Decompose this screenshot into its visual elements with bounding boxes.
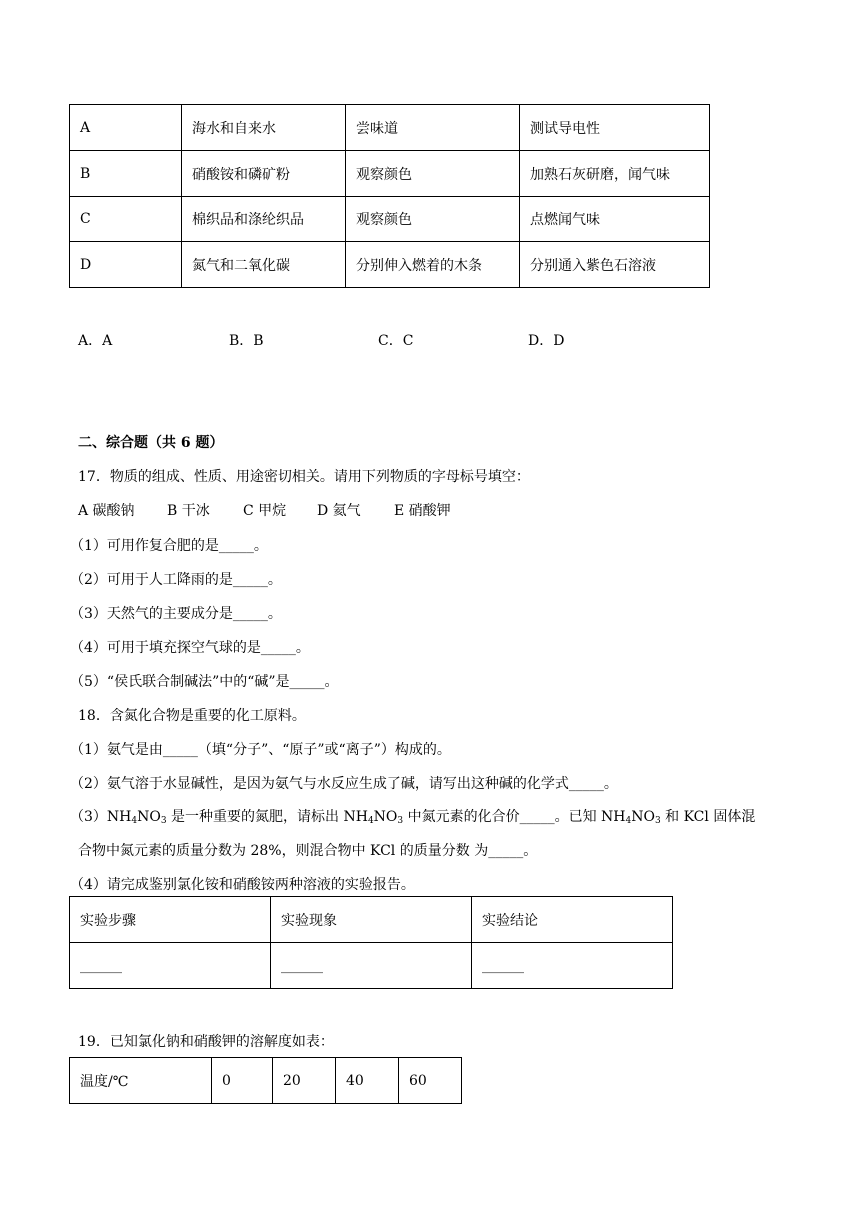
- q17-choice: B 干冰: [167, 503, 210, 519]
- comparison-table: [69, 104, 710, 288]
- q17-choice: E 硝酸钾: [394, 503, 451, 519]
- table-cell: 分别通入紫色石溶液: [520, 242, 710, 288]
- solubility-table: [69, 1057, 462, 1104]
- option-a: A．A: [78, 333, 113, 349]
- table-row: [70, 197, 710, 242]
- q18-item4: （4）请完成鉴别氯化铵和硝酸铵两种溶液的实验报告。: [70, 877, 415, 893]
- table-row: [70, 1058, 462, 1104]
- table-cell: 分别伸入燃着的木条: [346, 242, 520, 288]
- table-row: [70, 897, 673, 943]
- table-cell: 氮气和二氧化碳: [182, 242, 346, 288]
- table-cell: 温度/℃: [70, 1058, 212, 1104]
- table-cell: B: [70, 151, 182, 197]
- table-cell: 20: [273, 1058, 336, 1104]
- table-cell: 棉织品和涤纶织品: [182, 197, 346, 242]
- q18-stem: 18．含氮化合物是重要的化工原料。: [78, 708, 306, 724]
- table-row: [70, 943, 673, 989]
- table-cell: A: [70, 105, 182, 151]
- q18-item3: $(3)NH_4NO_3$ 是一种重要的氮肥，请标出 $NH_4NO_3$ 中氮元素的化合价_____。已知 $NH_4NO_3$ 和 KCl 固体混: [70, 809, 756, 826]
- q17-item: （3）天然气的主要成分是_____。: [70, 606, 282, 622]
- table-cell: C: [70, 197, 182, 242]
- table-cell: 海水和自来水: [182, 105, 346, 151]
- q18-item1: （1）氨气是由_____（填“分子”、“原子”或“离子”）构成的。: [70, 742, 451, 758]
- table-header-cell: 实验结论: [472, 897, 673, 943]
- table-row: [70, 242, 710, 288]
- q17-item: （4）可用于填充探空气球的是_____。: [70, 640, 310, 656]
- q17-choice: A 碳酸钠: [78, 503, 135, 519]
- blank-cell: ______: [70, 943, 271, 989]
- q17-choice: C 甲烷: [243, 503, 287, 519]
- table-cell: 硝酸铵和磷矿粉: [182, 151, 346, 197]
- table-cell: 60: [399, 1058, 462, 1104]
- q17-item: （5）“侯氏联合制碱法”中的“碱”是_____。: [70, 674, 339, 690]
- table-row: [70, 151, 710, 197]
- option-b: B．B: [229, 333, 264, 349]
- blank-cell: ______: [271, 943, 472, 989]
- table-cell: 观察颜色: [346, 151, 520, 197]
- table-cell: 观察颜色: [346, 197, 520, 242]
- q18-item2: （2）氨气溶于水显碱性，是因为氨气与水反应生成了碱，请写出这种碱的化学式_____。: [70, 776, 618, 792]
- section-title: 二、综合题（共 6 题）: [78, 435, 224, 451]
- blank-cell: ______: [472, 943, 673, 989]
- table-cell: 尝味道: [346, 105, 520, 151]
- q17-choice: D 氦气: [317, 503, 361, 519]
- q17-item: （1）可用作复合肥的是_____。: [70, 538, 268, 554]
- q19-stem: 19．已知氯化钠和硝酸钾的溶解度如表：: [78, 1034, 334, 1050]
- q18-item3-line2: 合物中氮元素的质量分数为 28%，则混合物中 KCl 的质量分数 为_____。: [78, 843, 538, 859]
- table-cell: 测试导电性: [520, 105, 710, 151]
- table-cell: 加熟石灰研磨，闻气味: [520, 151, 710, 197]
- table-cell: 点燃闻气味: [520, 197, 710, 242]
- q17-item: （2）可用于人工降雨的是_____。: [70, 572, 282, 588]
- experiment-report-table: [69, 896, 673, 989]
- table-cell: 40: [336, 1058, 399, 1104]
- table-row: [70, 105, 710, 151]
- table-header-cell: 实验步骤: [70, 897, 271, 943]
- table-cell: D: [70, 242, 182, 288]
- option-c: C．C: [378, 333, 414, 349]
- option-d: D．D: [528, 333, 565, 349]
- q17-stem: 17．物质的组成、性质、用途密切相关。请用下列物质的字母标号填空：: [78, 469, 530, 485]
- table-cell: 0: [212, 1058, 273, 1104]
- table-header-cell: 实验现象: [271, 897, 472, 943]
